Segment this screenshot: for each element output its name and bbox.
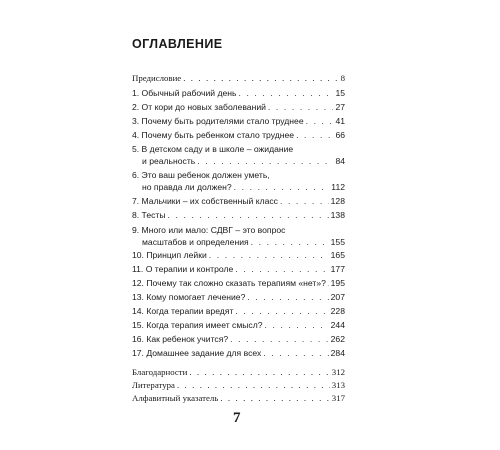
toc-entry-chapter-4	[132, 130, 345, 142]
toc-entry-chapter-2	[132, 102, 345, 114]
toc-entry-title: Предисловие	[132, 73, 182, 83]
toc-entry-title: масштабов и определения	[142, 236, 249, 247]
toc-entry-chapter-5	[132, 144, 345, 167]
toc-entry-page: 66	[335, 130, 345, 140]
toc-entry-chapter-13	[132, 292, 345, 304]
toc-entry-page: 128	[330, 196, 345, 206]
toc-entry-chapter-14	[132, 306, 345, 318]
toc-entry-title: 1. Обычный рабочий день	[132, 88, 237, 98]
toc-entry-title: 13. Кому помогает лечение?	[132, 292, 246, 302]
toc-entry-chapter-16	[132, 334, 345, 346]
toc-entry-title: 7. Мальчики – их собственный класс	[132, 196, 278, 206]
toc-entry-chapter-15	[132, 320, 345, 332]
toc-entry-page: 8	[340, 73, 345, 83]
toc-entry-chapter-10	[132, 250, 345, 262]
toc-entry-title: и реальность	[142, 155, 196, 166]
toc-entry-page: 27	[335, 102, 345, 112]
toc-entry-title-first-line: 9. Много или мало: СДВГ – это вопрос	[132, 225, 286, 235]
toc-entry-chapter-7	[132, 196, 345, 208]
toc-entry-title: 2. От кори до новых заболеваний	[132, 102, 266, 112]
toc-entry-chapter-12	[132, 278, 345, 290]
toc-entry-title: Литература	[132, 380, 175, 390]
toc-entry-title: 4. Почему быть ребенком стало труднее	[132, 130, 295, 140]
toc-entry-page: 15	[335, 88, 345, 98]
toc-entry-title: Алфавитный указатель	[132, 393, 219, 403]
page-title: ОГЛАВЛЕНИЕ	[132, 37, 223, 51]
toc-entry-chapter-11	[132, 264, 345, 276]
toc-entry-title: 11. О терапии и контроле	[132, 264, 234, 274]
toc-entry-page: 84	[335, 155, 345, 166]
toc-entry-page: 317	[331, 393, 345, 403]
toc-entry-title: Благодарности	[132, 367, 188, 377]
toc-entry-title: но правда ли должен?	[142, 181, 232, 192]
toc-entry-page: 155	[330, 236, 345, 247]
toc-entry-chapter-1	[132, 88, 345, 100]
toc-entry-title: 14. Когда терапии вредят	[132, 306, 234, 316]
toc-entry-page: 313	[331, 380, 345, 390]
toc-entry-index	[132, 393, 345, 405]
toc-entry-title: 17. Домашнее задание для всех	[132, 348, 262, 358]
toc-entry-page: 228	[330, 306, 345, 316]
toc-entry-page: 112	[331, 181, 345, 192]
toc-entry-chapter-9	[132, 225, 345, 248]
toc-entry-page: 195	[330, 278, 345, 288]
toc-entry-chapter-6	[132, 170, 345, 193]
toc-entry-literature	[132, 380, 345, 392]
page-number: 7	[233, 410, 241, 426]
toc-entry-page: 165	[330, 250, 345, 260]
toc-entry-title: 8. Тесты	[132, 210, 166, 220]
toc-entry-page: 41	[335, 116, 345, 126]
toc-entry-preface	[132, 73, 345, 85]
toc-entry-title: 12. Почему так сложно сказать терапиям «нет»?	[132, 278, 326, 288]
toc-entry-title: 16. Как ребенок учится?	[132, 334, 229, 344]
toc-entry-title: 10. Принцип лейки	[132, 250, 207, 260]
toc-entry-title: 3. Почему быть родителями стало труднее	[132, 116, 304, 126]
toc-entry-page: 284	[330, 348, 345, 358]
toc-entry-page: 177	[330, 264, 345, 274]
toc-entry-title: 15. Когда терапия имеет смысл?	[132, 320, 263, 330]
toc-entry-page: 262	[330, 334, 345, 344]
toc-entry-page: 138	[330, 210, 345, 220]
toc-entry-chapter-3	[132, 116, 345, 128]
toc-entry-page: 207	[330, 292, 345, 302]
toc-entry-acknowledgements	[132, 367, 345, 379]
toc-entry-page: 244	[330, 320, 345, 330]
toc-entry-title-first-line: 6. Это ваш ребенок должен уметь,	[132, 170, 270, 180]
toc-entry-title-first-line: 5. В детском саду и в школе – ожидание	[132, 144, 294, 154]
toc-entry-chapter-8	[132, 210, 345, 222]
toc-entry-page: 312	[331, 367, 345, 377]
toc-entry-chapter-17	[132, 348, 345, 360]
